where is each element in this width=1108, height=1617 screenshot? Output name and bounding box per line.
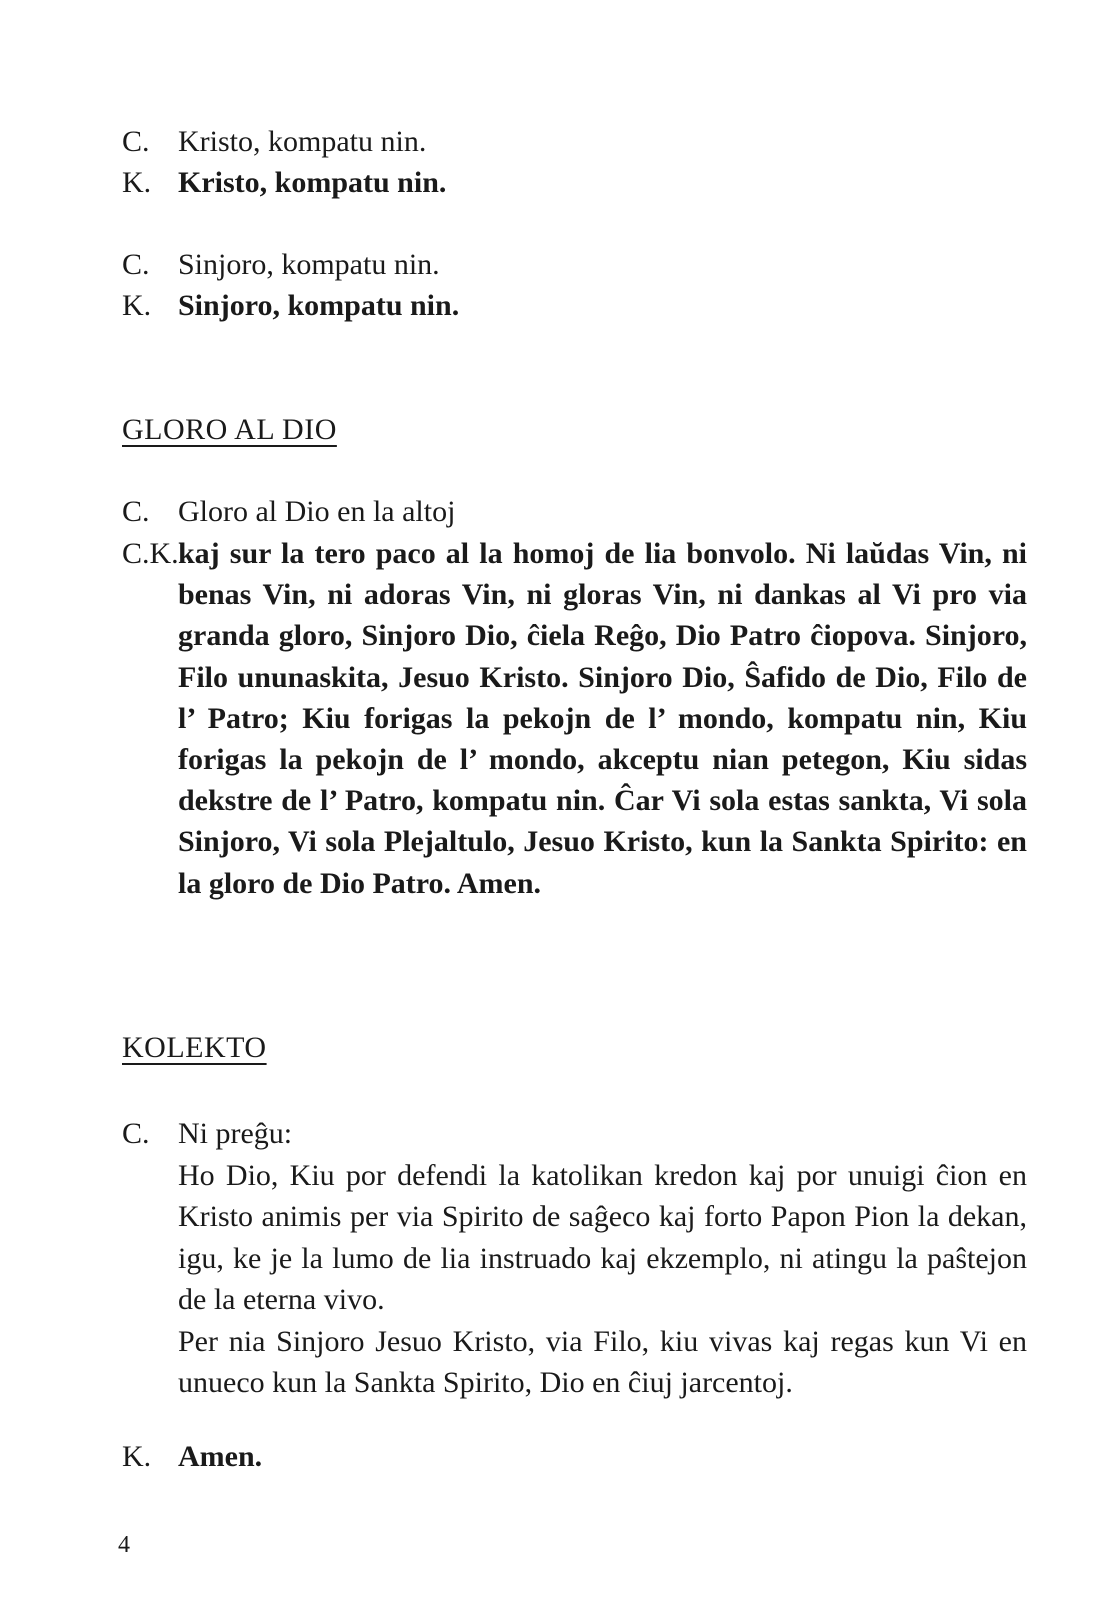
kolekto-conclusion: Per nia Sinjoro Jesuo Kristo, via Filo, kiu vivas kaj regas kun Vi en unueco kun la Sankta Spirito, Dio en ĉiuj jarcentoj. bbox=[178, 1324, 1027, 1399]
kolekto-intro: Ni preĝu: bbox=[178, 1117, 293, 1150]
speaker-label: C. bbox=[122, 1117, 150, 1150]
speaker-label: K. bbox=[122, 1440, 152, 1473]
kyrie-line-celebrant bbox=[122, 245, 440, 285]
kolekto-body bbox=[178, 1113, 1027, 1404]
kolekto-response-line bbox=[122, 1437, 262, 1477]
gloria-heading: GLORO AL DIO bbox=[122, 413, 337, 446]
kolekto-prayer: Ho Dio, Kiu por defendi la katolikan kredon kaj por unuigi ĉion en Kristo animis per via Spirito de saĝeco kaj forto Papon Pion la dekan, igu, ke je la lumo de lia instruado kaj ekzemplo, ni atingu la paŝtejon de la eterna vivo. bbox=[178, 1158, 1027, 1316]
kyrie-line-people bbox=[122, 163, 446, 203]
kolekto-heading: KOLEKTO bbox=[122, 1031, 267, 1064]
gloria-intro-line bbox=[122, 492, 455, 532]
speaker-label: C. bbox=[122, 495, 150, 528]
kyrie-line-people bbox=[122, 286, 459, 326]
gloria-intro-text: Gloro al Dio en la altoj bbox=[178, 495, 456, 528]
speaker-label: C. bbox=[122, 125, 150, 158]
kyrie-line-celebrant bbox=[122, 122, 426, 162]
gloria-body-text: kaj sur la tero paco al la homoj de lia bonvolo. Ni laŭdas Vin, ni benas Vin, ni adoras Vin, ni gloras Vin, ni dankas al Vi pro via granda gloro, Sinjoro Dio, ĉiela Reĝo, Dio Patro ĉiopova. Sinjoro, Filo ununaskita, Jesuo Kristo. Sinjoro Dio, Ŝafido de Dio, Filo de l’ Patro; Kiu forigas la pekojn de l’ mondo, kompatu nin, Kiu forigas la pekojn de l’ mondo, akceptu nian petegon, Kiu sidas dekstre de l’ Patro, kompatu nin. Ĉar Vi sola estas sankta, Vi sola Sinjoro, Vi sola Plejaltulo, Jesuo Kristo, kun la Sankta Spirito: en la gloro de Dio Patro. Amen. bbox=[178, 537, 1027, 900]
line-text: Kristo, kompatu nin. bbox=[178, 166, 447, 199]
gloria-body-block bbox=[122, 533, 1027, 904]
page-number: 4 bbox=[118, 1532, 130, 1558]
line-text: Kristo, kompatu nin. bbox=[178, 125, 427, 158]
kolekto-block bbox=[122, 1113, 1027, 1404]
speaker-label: K. bbox=[122, 289, 152, 322]
speaker-label: C.K. bbox=[122, 537, 179, 570]
line-text: Sinjoro, kompatu nin. bbox=[178, 248, 440, 281]
response-text: Amen. bbox=[178, 1440, 263, 1473]
speaker-label: C. bbox=[122, 248, 150, 281]
speaker-label: K. bbox=[122, 166, 152, 199]
line-text: Sinjoro, kompatu nin. bbox=[178, 289, 460, 322]
